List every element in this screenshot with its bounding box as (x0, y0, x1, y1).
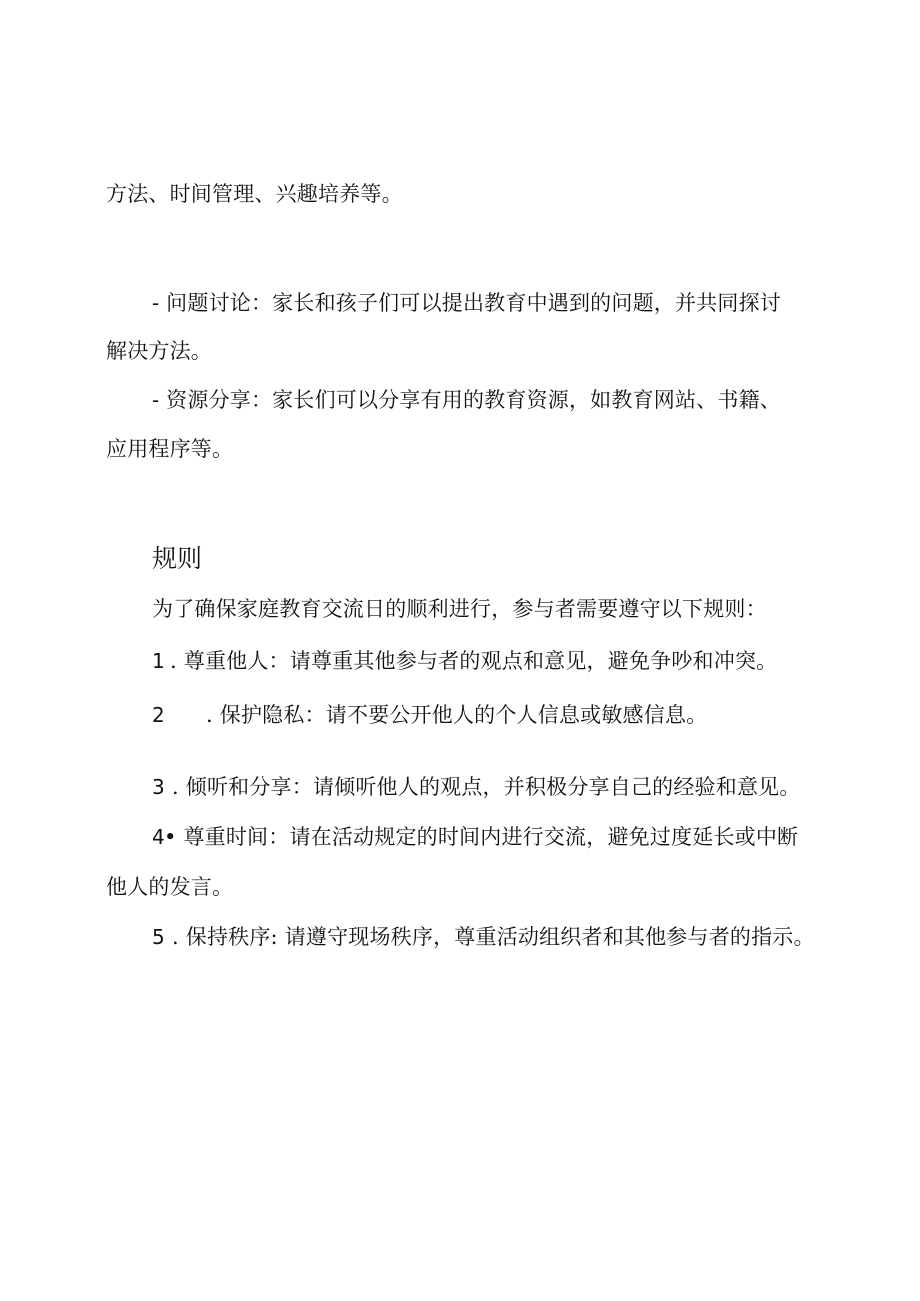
rule-text-continuation: 他人的发言。 (106, 875, 234, 899)
activity-resources-line1: - 资源分享：家长们可以分享有用的教育资源，如教育网站、书籍、 (152, 388, 781, 412)
rule-text: . 倾听和分享：请倾听他人的观点，并积极分享自己的经验和意见。 (172, 775, 801, 799)
rule-number: 1 (152, 649, 165, 673)
rules-heading: 规则 (152, 544, 203, 573)
rule-text: . 保护隐私：请不要公开他人的个人信息或敏感信息。 (206, 703, 708, 727)
activity-discussion-line2: 解决方法。 (106, 339, 212, 363)
rule-number: 2 (152, 703, 165, 727)
rule-number: 5 (152, 925, 165, 949)
rules-intro: 为了确保家庭教育交流日的顺利进行，参与者需要遵守以下规则： (152, 597, 767, 621)
rule-text: . 尊重他人：请尊重其他参与者的观点和意见，避免争吵和冲突。 (170, 649, 778, 673)
activity-discussion-line1: - 问题讨论：家长和孩子们可以提出教育中遇到的问题，并共同探讨 (152, 291, 781, 315)
rule-number: 4 (152, 825, 165, 849)
intro-continuation: 方法、时间管理、兴趣培养等。 (106, 182, 403, 206)
rule-text: . 保持秩序: 请遵守现场秩序，尊重活动组织者和其他参与者的指示。 (172, 925, 815, 949)
rule-text: • 尊重时间：请在活动规定的时间内进行交流，避免过度延长或中断 (164, 825, 799, 849)
rule-number: 3 (152, 775, 165, 799)
activity-resources-line2: 应用程序等。 (106, 437, 234, 461)
